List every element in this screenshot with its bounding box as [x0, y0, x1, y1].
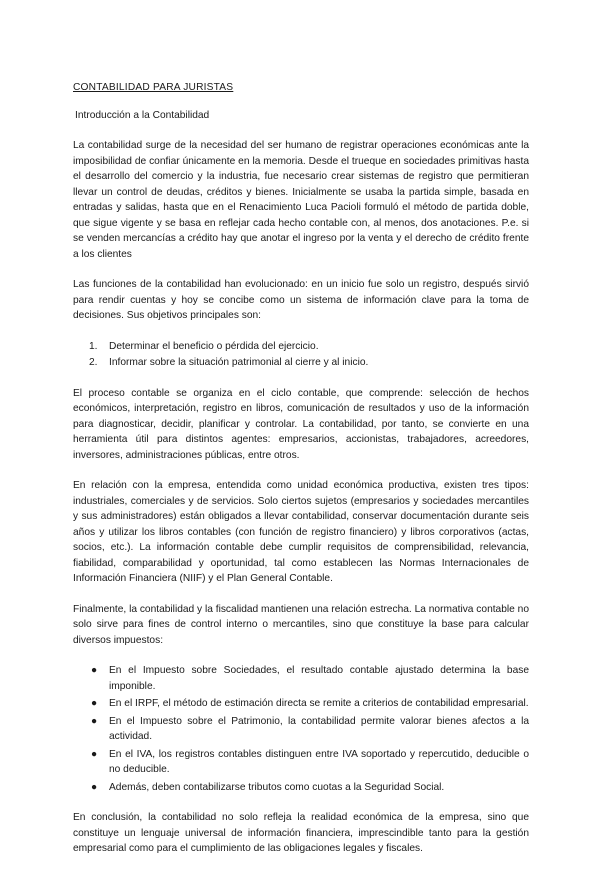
paragraph-taxation: Finalmente, la contabilidad y la fiscalidad mantienen una relación estrecha. La normativa contable no solo sirve para fines de control interno o mercantiles, sino que constituye la base para calcular diversos impuestos:	[73, 603, 529, 646]
paragraph-company: En relación con la empresa, entendida como unidad económica productiva, existen tres tipos: industriales, comerciales y de servicios. Solo ciertos sujetos (empresarios y sociedades mercantiles y sus administradores) están obligados a llevar contabilidad, conservar documentación durante seis años y utilizar los libros contables (con función de registro financiero) y libros corporativos (actas, socios, etc.). La información contable debe cumplir requisitos de comprensibilidad, relevancia, fiabilidad, comparabilidad y oportunidad, tal como establecen las Normas Internacionales de Información Financiera (NIIF) y el Plan General Contable.	[73, 480, 529, 584]
bullet-icon: ●	[91, 698, 98, 709]
paragraph-conclusion: En conclusión, la contabilidad no solo refleja la realidad económica de la empresa, sino que constituye un lenguaje universal de información financiera, imprescindible tanto para la gestión empresarial como para el cumplimiento de las obligaciones legales y fiscales.	[73, 812, 529, 854]
paragraph-origins: La contabilidad surge de la necesidad del ser humano de registrar operaciones económicas ante la imposibilidad de confiar únicamente en la memoria. Desde el trueque en sociedades primitivas hasta el desarrollo del comercio y la industria, fue necesario crear sistemas de registro que permitieran llevar un control de deudas, créditos y bienes. Inicialmente se usaba la partida simple, basada en entradas y salidas, hasta que en el Renacimiento Luca Pacioli formuló el método de partida doble, que sigue vigente y se basa en reflejar cada hecho contable con, al menos, dos anotaciones. P.e. si se venden mercancías a crédito hay que anotar el ingreso por la venta y el derecho de crédito frente a los clientes	[73, 140, 529, 260]
list-item	[73, 663, 529, 694]
paragraph-functions: Las funciones de la contabilidad han evolucionado: en un inicio fue solo un registro, después sirvió para rendir cuentas y hoy se concibe como un sistema de información clave para la toma de decisiones. Sus objetivos principales son:	[73, 279, 529, 321]
document-page	[73, 82, 529, 872]
list-item-text: En el Impuesto sobre Sociedades, el resultado contable ajustado determina la base imponible.	[109, 665, 529, 692]
list-number: 1.	[89, 340, 98, 352]
list-item-text: En el Impuesto sobre el Patrimonio, la contabilidad permite valorar bienes afectos a la actividad.	[109, 715, 529, 742]
list-item-text: Informar sobre la situación patrimonial al cierre y al inicio.	[109, 357, 369, 368]
list-item	[73, 714, 529, 745]
list-item	[73, 355, 529, 371]
list-item-text: Determinar el beneficio o pérdida del ejercicio.	[109, 340, 319, 352]
list-item	[73, 747, 529, 778]
bullet-icon: ●	[91, 715, 98, 727]
bullet-icon: ●	[91, 781, 98, 793]
list-item-text: Además, deben contabilizarse tributos como cuotas a la Seguridad Social.	[109, 781, 445, 793]
taxes-list	[73, 663, 529, 795]
bullet-icon: ●	[91, 665, 98, 676]
list-item	[73, 339, 529, 355]
list-item-text: En el IVA, los registros contables distinguen entre IVA soportado y repercutido, deducible o no deducible.	[109, 748, 529, 775]
list-number: 2.	[89, 357, 98, 368]
list-item	[73, 780, 529, 796]
bullet-icon: ●	[91, 748, 98, 760]
objectives-list	[73, 339, 529, 371]
document-title: CONTABILIDAD PARA JURISTAS	[73, 82, 234, 93]
section-subtitle: Introducción a la Contabilidad	[75, 110, 210, 121]
list-item-text: En el IRPF, el método de estimación directa se remite a criterios de contabilidad empresarial.	[109, 698, 529, 709]
paragraph-accounting-cycle: El proceso contable se organiza en el ciclo contable, que comprende: selección de hechos económicos, interpretación, registro en libros, comunicación de resultados y uso de la información para diagnosticar, decidir, planificar y controlar. La contabilidad, por tanto, se convierte en una herramienta útil para distintos agentes: empresarios, accionistas, trabajadores, acreedores, inversores, administraciones públicas, entre otros.	[73, 387, 529, 461]
list-item	[73, 696, 529, 712]
